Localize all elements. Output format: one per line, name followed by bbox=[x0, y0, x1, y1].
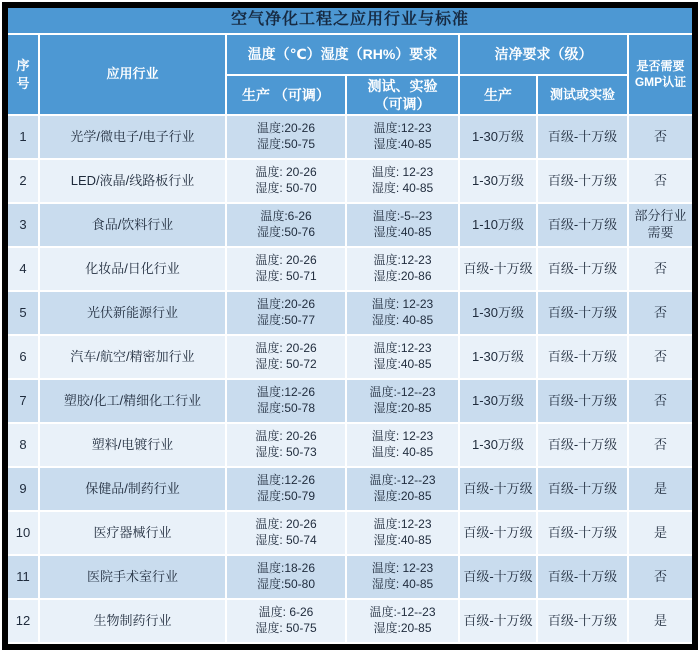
cleanliness-production-cell: 百级-十万级 bbox=[460, 600, 536, 642]
row-number-cell: 7 bbox=[8, 380, 38, 422]
production-temp: 温度:20-26 bbox=[256, 121, 316, 136]
gmp-certification-cell: 部分行业需要 bbox=[629, 204, 692, 246]
header-cleanliness-test: 测试或实验 bbox=[538, 76, 627, 114]
production-temp: 温度:20-26 bbox=[256, 297, 316, 312]
industry-cell: 光学/微电子/电子行业 bbox=[40, 116, 225, 158]
production-temp-humidity-cell bbox=[227, 424, 345, 466]
test-temp-humidity-cell bbox=[347, 424, 458, 466]
row-number-cell: 12 bbox=[8, 600, 38, 642]
test-temp-humidity-cell bbox=[347, 160, 458, 202]
row-number-cell: 9 bbox=[8, 468, 38, 510]
production-temp-humidity-cell bbox=[227, 204, 345, 246]
header-test-experiment-adjustable bbox=[347, 76, 458, 114]
production-humidity: 湿度:50-76 bbox=[256, 225, 316, 239]
cleanliness-test-cell: 百级-十万级 bbox=[538, 512, 627, 554]
gmp-certification-cell: 否 bbox=[629, 160, 692, 202]
test-temp-humidity-cell bbox=[347, 468, 458, 510]
production-temp: 温度: 20-26 bbox=[255, 517, 317, 532]
header-gmp-certification bbox=[629, 35, 692, 114]
production-temp-humidity-cell bbox=[227, 380, 345, 422]
header-gmp-line2: GMP认证 bbox=[634, 74, 687, 89]
cleanliness-test-cell: 百级-十万级 bbox=[538, 556, 627, 598]
row-number-cell: 4 bbox=[8, 248, 38, 290]
gmp-certification-cell: 否 bbox=[629, 248, 692, 290]
cleanliness-test-cell: 百级-十万级 bbox=[538, 204, 627, 246]
production-humidity: 湿度:50-77 bbox=[256, 313, 316, 327]
cleanliness-test-cell: 百级-十万级 bbox=[538, 468, 627, 510]
row-number-cell: 1 bbox=[8, 116, 38, 158]
test-temp: 温度: 12-23 bbox=[371, 561, 434, 576]
production-temp: 温度: 20-26 bbox=[255, 429, 317, 444]
header-serial-number-label: 序号 bbox=[16, 57, 30, 91]
cleanliness-production-cell: 百级-十万级 bbox=[460, 248, 536, 290]
production-humidity: 湿度: 50-71 bbox=[255, 269, 317, 283]
test-humidity: 湿度:40-85 bbox=[373, 357, 432, 371]
cleanliness-production-cell: 1-30万级 bbox=[460, 424, 536, 466]
gmp-certification-cell: 否 bbox=[629, 380, 692, 422]
cleanliness-production-cell: 1-30万级 bbox=[460, 292, 536, 334]
test-humidity: 湿度: 40-85 bbox=[371, 577, 434, 591]
cleanliness-production-cell: 1-30万级 bbox=[460, 160, 536, 202]
industry-cell: 塑料/电镀行业 bbox=[40, 424, 225, 466]
header-cleanliness-production: 生产 bbox=[460, 76, 536, 114]
cleanliness-test-cell: 百级-十万级 bbox=[538, 292, 627, 334]
industry-cell: 生物制药行业 bbox=[40, 600, 225, 642]
production-humidity: 湿度:50-78 bbox=[256, 401, 316, 415]
production-temp: 温度: 20-26 bbox=[255, 341, 317, 356]
cleanliness-production-cell: 1-30万级 bbox=[460, 336, 536, 378]
test-temp: 温度:-12--23 bbox=[369, 473, 436, 488]
test-temp: 温度: 12-23 bbox=[371, 297, 434, 312]
test-temp: 温度:-12--23 bbox=[369, 605, 436, 620]
test-temp: 温度: 12-23 bbox=[371, 165, 434, 180]
production-humidity: 湿度: 50-73 bbox=[255, 445, 317, 459]
header-serial-number bbox=[8, 35, 38, 114]
production-temp-humidity-cell bbox=[227, 556, 345, 598]
test-temp-humidity-cell bbox=[347, 248, 458, 290]
production-temp: 温度: 6-26 bbox=[258, 605, 314, 620]
production-humidity: 湿度: 50-70 bbox=[255, 181, 317, 195]
cleanliness-test-cell: 百级-十万级 bbox=[538, 424, 627, 466]
row-number-cell: 10 bbox=[8, 512, 38, 554]
test-humidity: 湿度:40-85 bbox=[373, 225, 432, 239]
test-temp-humidity-cell bbox=[347, 336, 458, 378]
gmp-certification-cell: 否 bbox=[629, 116, 692, 158]
production-humidity: 湿度: 50-74 bbox=[255, 533, 317, 547]
cleanliness-production-cell: 百级-十万级 bbox=[460, 468, 536, 510]
production-humidity: 湿度: 50-72 bbox=[255, 357, 317, 371]
cleanliness-production-cell: 百级-十万级 bbox=[460, 556, 536, 598]
cleanliness-test-cell: 百级-十万级 bbox=[538, 336, 627, 378]
row-number-cell: 3 bbox=[8, 204, 38, 246]
test-temp: 温度: 12-23 bbox=[371, 429, 434, 444]
test-humidity: 湿度:40-85 bbox=[373, 137, 432, 151]
test-humidity: 湿度:20-85 bbox=[373, 401, 432, 415]
header-test-experiment-line1: 测试、实验 bbox=[367, 77, 438, 94]
cleanliness-test-cell: 百级-十万级 bbox=[538, 116, 627, 158]
gmp-certification-cell: 是 bbox=[629, 468, 692, 510]
gmp-certification-cell: 是 bbox=[629, 600, 692, 642]
test-humidity: 湿度: 40-85 bbox=[371, 313, 434, 327]
test-temp-humidity-cell bbox=[347, 204, 458, 246]
test-humidity: 湿度:20-86 bbox=[373, 269, 432, 283]
test-temp: 温度:12-23 bbox=[373, 517, 432, 532]
row-number-cell: 11 bbox=[8, 556, 38, 598]
gmp-certification-cell: 否 bbox=[629, 336, 692, 378]
header-gmp-line1: 是否需要 bbox=[636, 58, 685, 73]
header-temperature-humidity-group: 温度（℃）湿度（RH%）要求 bbox=[227, 35, 458, 74]
production-temp: 温度:12-26 bbox=[256, 473, 316, 488]
test-temp-humidity-cell bbox=[347, 600, 458, 642]
production-temp-humidity-cell bbox=[227, 600, 345, 642]
industry-cell: 塑胶/化工/精细化工行业 bbox=[40, 380, 225, 422]
gmp-certification-cell: 否 bbox=[629, 556, 692, 598]
header-application-industry: 应用行业 bbox=[40, 35, 225, 114]
header-cleanliness-group: 洁净要求（级） bbox=[460, 35, 627, 74]
cleanliness-production-cell: 1-30万级 bbox=[460, 116, 536, 158]
test-temp: 温度:12-23 bbox=[373, 341, 432, 356]
production-temp: 温度:18-26 bbox=[256, 561, 316, 576]
test-temp: 温度:12-23 bbox=[373, 121, 432, 136]
test-humidity: 湿度:20-85 bbox=[373, 621, 432, 635]
gmp-certification-cell: 是 bbox=[629, 512, 692, 554]
test-humidity: 湿度:20-85 bbox=[373, 489, 432, 503]
cleanliness-test-cell: 百级-十万级 bbox=[538, 380, 627, 422]
cleanliness-test-cell: 百级-十万级 bbox=[538, 600, 627, 642]
industry-cell: 保健品/制药行业 bbox=[40, 468, 225, 510]
test-humidity: 湿度: 40-85 bbox=[371, 181, 434, 195]
row-number-cell: 2 bbox=[8, 160, 38, 202]
production-temp-humidity-cell bbox=[227, 116, 345, 158]
cleanliness-test-cell: 百级-十万级 bbox=[538, 160, 627, 202]
production-humidity: 湿度:50-75 bbox=[256, 137, 316, 151]
industry-cell: 食品/饮料行业 bbox=[40, 204, 225, 246]
production-temp-humidity-cell bbox=[227, 468, 345, 510]
test-humidity: 湿度:40-85 bbox=[373, 533, 432, 547]
gmp-certification-cell: 否 bbox=[629, 292, 692, 334]
production-temp: 温度: 20-26 bbox=[255, 253, 317, 268]
header-test-experiment-line2: （可调） bbox=[374, 96, 431, 112]
cleanliness-production-cell: 1-30万级 bbox=[460, 380, 536, 422]
industry-cell: LED/液晶/线路板行业 bbox=[40, 160, 225, 202]
production-temp-humidity-cell bbox=[227, 248, 345, 290]
production-humidity: 湿度:50-79 bbox=[256, 489, 316, 503]
test-humidity: 温度: 40-85 bbox=[371, 445, 434, 459]
test-temp: 温度:-5--23 bbox=[372, 209, 433, 224]
production-temp-humidity-cell bbox=[227, 160, 345, 202]
test-temp: 温度:12-23 bbox=[373, 253, 432, 268]
industry-cell: 医院手术室行业 bbox=[40, 556, 225, 598]
industry-cell: 汽车/航空/精密加行业 bbox=[40, 336, 225, 378]
industry-cell: 光伏新能源行业 bbox=[40, 292, 225, 334]
production-humidity: 湿度:50-80 bbox=[256, 577, 316, 591]
cleanliness-production-cell: 百级-十万级 bbox=[460, 512, 536, 554]
production-temp-humidity-cell bbox=[227, 292, 345, 334]
test-temp-humidity-cell bbox=[347, 512, 458, 554]
industry-cell: 化妆品/日化行业 bbox=[40, 248, 225, 290]
test-temp-humidity-cell bbox=[347, 292, 458, 334]
test-temp-humidity-cell bbox=[347, 380, 458, 422]
production-temp: 温度: 20-26 bbox=[255, 165, 317, 180]
gmp-certification-cell: 否 bbox=[629, 424, 692, 466]
header-production-adjustable: 生产 （可调） bbox=[227, 76, 345, 114]
row-number-cell: 8 bbox=[8, 424, 38, 466]
production-temp-humidity-cell bbox=[227, 512, 345, 554]
production-temp-humidity-cell bbox=[227, 336, 345, 378]
row-number-cell: 6 bbox=[8, 336, 38, 378]
test-temp-humidity-cell bbox=[347, 116, 458, 158]
test-temp: 温度:-12--23 bbox=[369, 385, 436, 400]
production-temp: 温度:6-26 bbox=[260, 209, 312, 224]
industry-standards-table bbox=[2, 2, 698, 650]
production-temp: 温度:12-26 bbox=[256, 385, 316, 400]
test-temp-humidity-cell bbox=[347, 556, 458, 598]
cleanliness-production-cell: 1-10万级 bbox=[460, 204, 536, 246]
table-title: 空气净化工程之应用行业与标准 bbox=[8, 8, 692, 33]
row-number-cell: 5 bbox=[8, 292, 38, 334]
production-humidity: 湿度: 50-75 bbox=[255, 621, 317, 635]
cleanliness-test-cell: 百级-十万级 bbox=[538, 248, 627, 290]
industry-cell: 医疗器械行业 bbox=[40, 512, 225, 554]
